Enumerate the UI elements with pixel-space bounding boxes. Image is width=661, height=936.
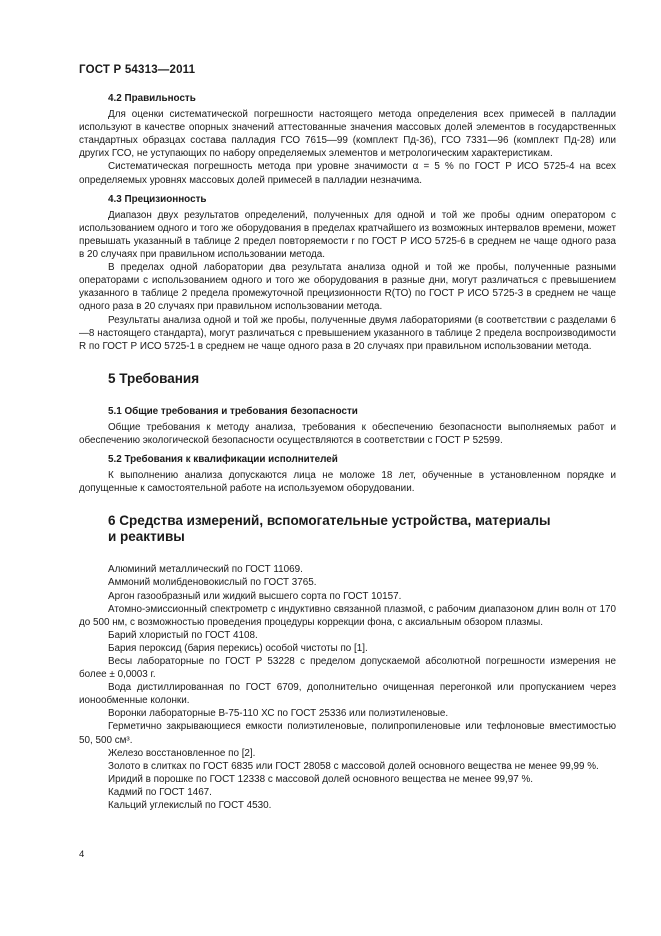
list-item: Алюминий металлический по ГОСТ 11069.: [108, 564, 303, 576]
page-content: [79, 92, 616, 812]
list-item: Воронки лабораторные В-75-110 ХС по ГОСТ 25336 или полиэтиленовые.: [108, 708, 449, 720]
paragraph: В пределах одной лаборатории два результата анализа одной и той же пробы, полученные разными операторами с использованием одного и того же оборудования в разные дни, могут различаться с превышением указанного в таблице 2 предела промежуточной прецизионности R(ТО) по ГОСТ Р ИСО 5725-3 в среднем не чаще одного раза в 20 случаях при правильном использовании метода.: [79, 262, 616, 313]
paragraph: Систематическая погрешность метода при уровне значимости α = 5 % по ГОСТ Р ИСО 5725-4 на всех определяемых уровнях массовых долей примесей в палладии незначима.: [79, 161, 616, 186]
paragraph: Диапазон двух результатов определений, полученных для одной и той же пробы одним оператором с использованием одного и того же оборудования в пределах кратчайшего из возможных интервалов времени, может превышать указанный в таблице 2 предел повторяемости r по ГОСТ Р ИСО 5725-6 в среднем не чаще одного раза в 20 случаях при правильном использовании метода.: [79, 209, 616, 261]
section-4-3-heading: 4.3 Прецизионность: [108, 193, 207, 205]
paragraph: Общие требования к методу анализа, требования к обеспечению безопасности выполняемых работ и обеспечению экологической безопасности осуществляются в соответствии с ГОСТ Р 52599.: [79, 421, 616, 446]
list-item: Золото в слитках по ГОСТ 6835 или ГОСТ 28058 с массовой долей основного вещества не менее 99,99 %.: [108, 760, 599, 772]
list-item: Аргон газообразный или жидкий высшего сорта по ГОСТ 10157.: [108, 590, 402, 602]
list-item: Иридий в порошке по ГОСТ 12338 с массовой долей основного вещества не менее 99,97 %.: [108, 773, 534, 785]
materials-list: [79, 563, 616, 812]
list-item: Кадмий по ГОСТ 1467.: [108, 786, 212, 798]
list-item: Герметично закрывающиеся емкости полиэтиленовые, полипропиленовые или тефлоновые вместимостью 50, 500 см³.: [79, 721, 616, 746]
list-item: Атомно-эмиссионный спектрометр с индуктивно связанной плазмой, с рабочим диапазоном длин волн от 170 до 500 нм, с возможностью проведения процедуры коррекции фона, с аксиальным обзором плазмы.: [79, 603, 616, 628]
section-5-1-heading: 5.1 Общие требования и требования безопасности: [108, 405, 358, 417]
paragraph: Для оценки систематической погрешности настоящего метода определения всех примесей в палладии используют в качестве опорных значений аттестованные значения массовых долей элементов в государственных стандартных образцах состава палладия ГСО 7615—99 (комплект Пд-36), ГСО 7331—96 (комплект Пд-28) или других ГСО, не уступающих по набору определяемых элементов и метрологическим характеристикам.: [79, 109, 616, 160]
section-6-heading-cont: и реактивы: [108, 529, 185, 545]
section-5-heading: 5 Требования: [108, 370, 200, 386]
section-5-2-heading: 5.2 Требования к квалификации исполнителей: [108, 454, 338, 466]
document-header: ГОСТ Р 54313—2011: [79, 64, 196, 76]
list-item: Барий хлористый по ГОСТ 4108.: [108, 629, 258, 641]
list-item: Бария пероксид (бария перекись) особой чистоты по [1].: [108, 642, 368, 654]
list-item: Вода дистиллированная по ГОСТ 6709, дополнительно очищенная перегонкой или пропусканием через ионообменные колонки.: [79, 682, 616, 707]
paragraph: К выполнению анализа допускаются лица не моложе 18 лет, обученные в установленном порядке и допущенные к самостоятельной работе на используемом оборудовании.: [79, 470, 616, 495]
section-6-heading: 6 Средства измерений, вспомогательные устройства, материалы: [108, 513, 551, 529]
list-item: Аммоний молибденовокислый по ГОСТ 3765.: [108, 577, 317, 589]
list-item: Весы лабораторные по ГОСТ Р 53228 с пределом допускаемой абсолютной погрешности измерения не более ± 0,0003 г.: [79, 656, 616, 681]
list-item: Кальций углекислый по ГОСТ 4530.: [108, 800, 272, 812]
paragraph: Результаты анализа одной и той же пробы, полученные двумя лабораториями (в соответствии с разделами 6—8 настоящего стандарта), могут различаться с превышением указанного в таблице 2 предела воспроизводимости R по ГОСТ Р ИСО 5725-1 в среднем не чаще одного раза в 20 случаях при правильном использовании метода.: [79, 314, 616, 352]
page-number: 4: [79, 849, 85, 860]
list-item: Железо восстановленное по [2].: [108, 747, 256, 759]
section-4-2-heading: 4.2 Правильность: [108, 93, 196, 104]
